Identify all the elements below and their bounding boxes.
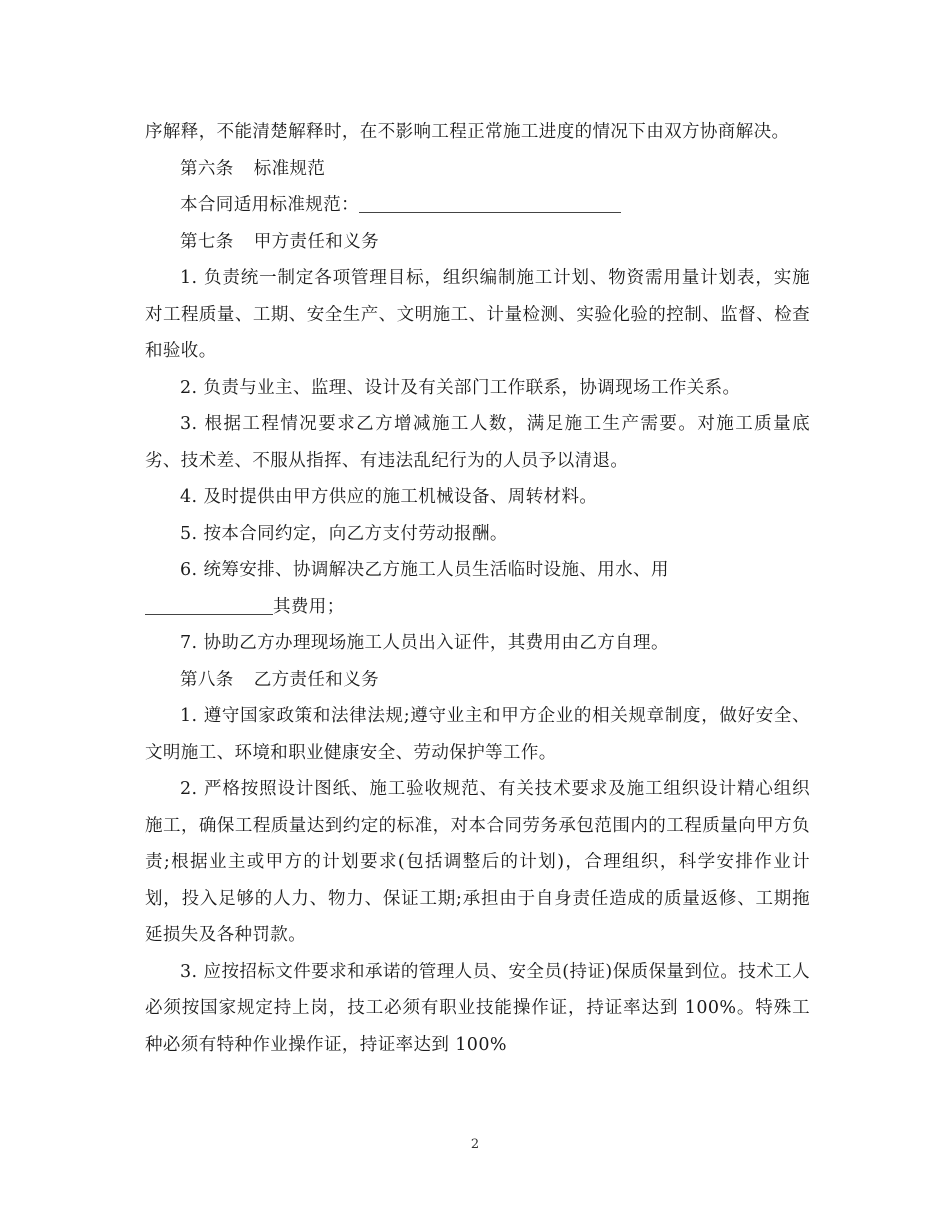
article-7-item-6-continuation — [145, 589, 810, 626]
standard-spec-label: 本合同适用标准规范： — [180, 195, 359, 215]
article-7-item-6-text: 6. 统筹安排、协调解决乙方施工人员生活临时设施、用水、用 — [180, 560, 669, 580]
utility-blank — [145, 592, 273, 615]
article-8-item-1: 1. 遵守国家政策和法律法规;遵守业主和甲方企业的相关规章制度，做好安全、文明施工、环境和职业健康安全、劳动保护等工作。 — [145, 706, 810, 763]
page-number: 2 — [470, 1137, 480, 1152]
article-7-item-6 — [145, 552, 810, 589]
article-7-item-1: 1. 负责统一制定各项管理目标，组织编制施工计划、物资需用量计划表，实施对工程质量、工期、安全生产、文明施工、计量检测、实验化验的控制、监督、检查和验收。 — [145, 268, 810, 361]
article-8-number: 第八条 — [180, 669, 234, 690]
document-body — [145, 114, 810, 1063]
article-6-title: 标准规范 — [253, 158, 326, 179]
article-7-item-2: 2. 负责与业主、监理、设计及有关部门工作联系，协调现场工作关系。 — [180, 377, 741, 398]
article-7-title: 甲方责任和义务 — [253, 231, 380, 252]
paragraph-continuation: 序解释，不能清楚解释时，在不影响工程正常施工进度的情况下由双方协商解决。 — [145, 122, 790, 142]
article-7-item-7: 7. 协助乙方办理现场施工人员出入证件，其费用由乙方自理。 — [180, 633, 669, 653]
article-7-heading — [145, 224, 810, 261]
article-7-number: 第七条 — [180, 231, 234, 252]
article-8-heading — [145, 662, 810, 699]
standard-spec-line — [145, 187, 810, 224]
article-6-number: 第六条 — [180, 158, 234, 179]
article-7-item-4: 4. 及时提供由甲方供应的施工机械设备、周转材料。 — [180, 487, 598, 507]
standard-spec-blank — [359, 190, 621, 213]
article-8-title: 乙方责任和义务 — [253, 669, 380, 690]
article-8-item-3: 3. 应按招标文件要求和承诺的管理人员、安全员(持证)保质保量到位。技术工人必须按国家规定持上岗，技工必须有职业技能操作证，持证率达到 100%。特殊工种必须有特种作业操作证，持证率达到 100% — [145, 961, 810, 1055]
article-6-heading — [145, 151, 810, 188]
article-7-item-5: 5. 按本合同约定，向乙方支付劳动报酬。 — [180, 523, 508, 544]
article-7-item-3: 3. 根据工程情况要求乙方增减施工人数，满足施工生产需要。对施工质量底劣、技术差、不服从指挥、有违法乱纪行为的人员予以清退。 — [145, 414, 810, 471]
article-8-item-2: 2. 严格按照设计图纸、施工验收规范、有关技术要求及施工组织设计精心组织施工，确保工程质量达到约定的标准，对本合同劳务承包范围内的工程质量向甲方负责;根据业主或甲方的计划要求(包括调整后的计划)，合理组织，科学安排作业计划，投入足够的人力、物力、保证工期;承担由于自身责任造成的质量返修、工期拖延损失及各种罚款。 — [145, 779, 810, 945]
article-7-item-6-end: 其费用； — [273, 596, 345, 617]
